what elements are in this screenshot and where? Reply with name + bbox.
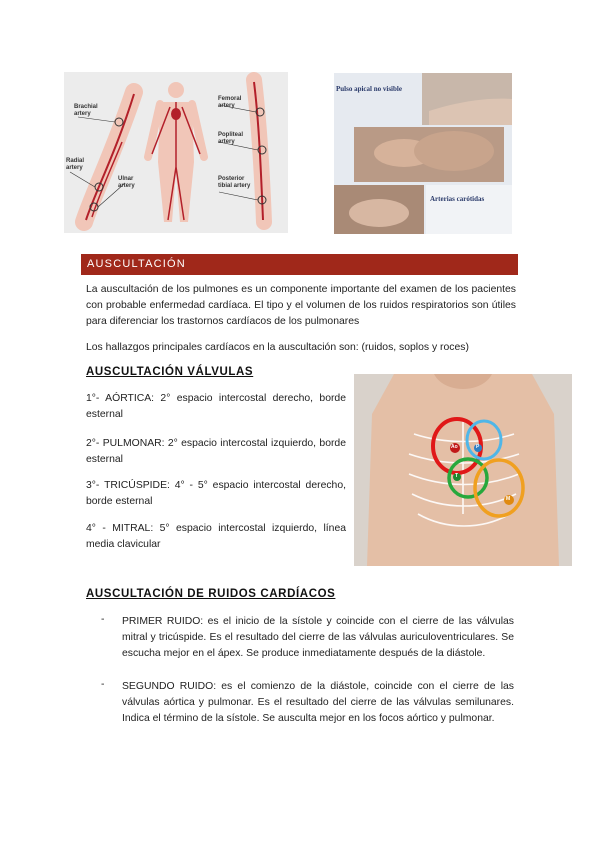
- marker-pulmonary: P: [476, 444, 480, 450]
- artery-diagram: [64, 72, 288, 233]
- valves-heading: AUSCULTACIÓN VÁLVULAS: [86, 366, 254, 378]
- valve-mitral: 4° - MITRAL: 5° espacio intercostal izquierdo, línea media clavicular: [86, 523, 346, 550]
- carotid-label: Arterias carótidas: [430, 195, 485, 203]
- bullet-dash: -: [101, 679, 105, 690]
- valve-aortic: 1°- AÓRTICA: 2° espacio intercostal derecho, borde esternal: [86, 393, 346, 420]
- section-title: AUSCULTACIÓN: [87, 258, 186, 270]
- chest-auscultation-photo: [354, 374, 572, 566]
- first-sound-text: PRIMER RUIDO: es el inicio de la sístole y coincide con el cierre de las válvulas mitral y tricúspide. Es el resultado del cierre de las válvulas auriculoventriculares. Se escucha mejor en el ápex. Se produce inmediatamente después de la diástole.: [122, 616, 514, 659]
- pulse-collage: [334, 73, 512, 234]
- valve-pulmonary: 2°- PULMONAR: 2° espacio intercostal izquierdo, borde esternal: [86, 438, 346, 465]
- bullet-dash: -: [101, 614, 105, 625]
- section-banner: [81, 254, 518, 275]
- intro-paragraph: La auscultación de los pulmones es un componente importante del examen de los pacientes con probable enfermedad cardíaca. El tipo y el volumen de los ruidos respiratorios son útiles para diferenciar los trastornos cardíacos de los pulmonares: [86, 284, 516, 327]
- pulse-photo: [334, 73, 512, 234]
- artery-illustration: [64, 72, 288, 233]
- marker-mitral: M: [506, 496, 511, 502]
- findings-paragraph: Los hallazgos principales cardíacos en la auscultación son: (ruidos, soplos y roces): [86, 342, 469, 353]
- second-sound-text: SEGUNDO RUIDO: es el comienzo de la diástole, coincide con el cierre de las válvulas aórtica y pulmonar. Es el resultado del cierre de las válvulas semilunares. Indica el término de la sístole. Se ausculta mejor en los focos aórtico y pulmonar.: [122, 681, 514, 724]
- brachial-label: Brachial artery: [74, 104, 98, 117]
- femoral-label: Femoral artery: [218, 96, 242, 109]
- chest-illustration: [354, 374, 572, 566]
- marker-tricuspid: T: [455, 473, 459, 479]
- pulse-apical-label: Pulso apical no visible: [336, 85, 402, 93]
- posterior-tibial-label: Posterior tibial artery: [218, 176, 251, 189]
- popliteal-label: Popliteal artery: [218, 132, 244, 145]
- radial-label: Radial artery: [66, 158, 85, 171]
- ulnar-label: Ulnar artery: [118, 176, 135, 189]
- marker-aortic: Ao: [451, 444, 458, 450]
- heart-sounds-heading: AUSCULTACIÓN DE RUIDOS CARDÍACOS: [86, 588, 336, 600]
- valve-tricuspid: 3°- TRICÚSPIDE: 4° - 5° espacio intercostal derecho, borde esternal: [86, 480, 346, 507]
